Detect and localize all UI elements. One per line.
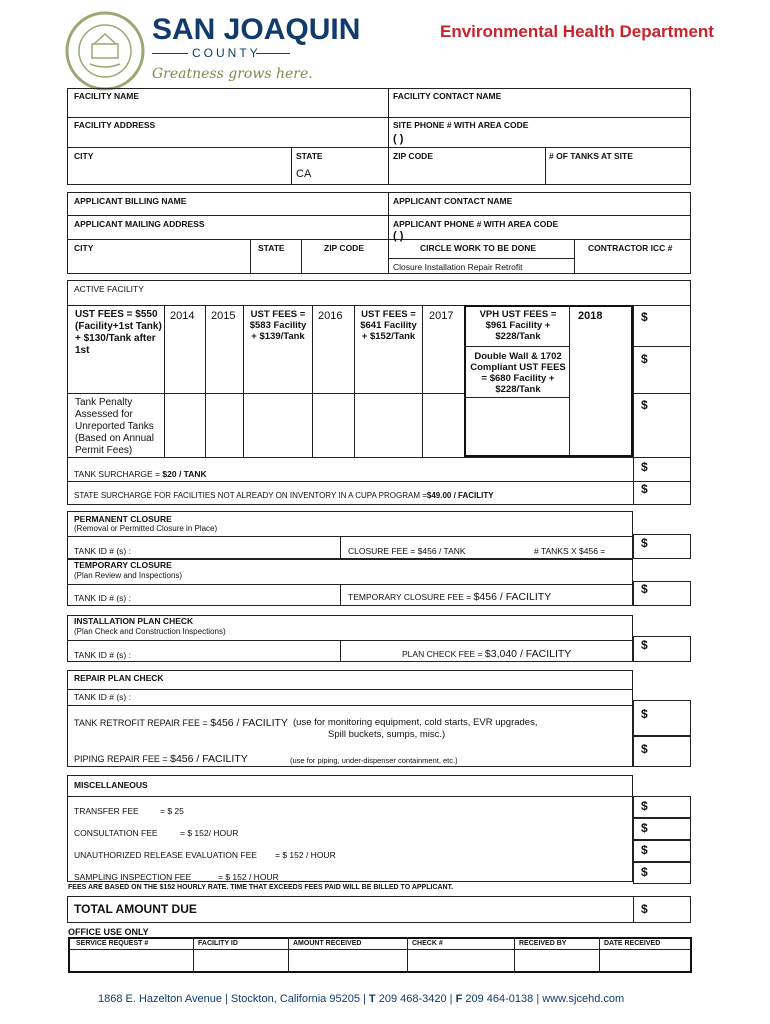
piping-note: (use for piping, under-dispenser containment, etc.) [290,756,458,765]
plan-check-fee-value: $3,040 / FACILITY [484,648,572,660]
closure-fee: CLOSURE FEE = $456 / TANK [348,546,466,556]
dollar-total[interactable]: $ [641,902,648,916]
facility-state-label: STATE [296,151,323,161]
dollar-unauthorized[interactable]: $ [641,843,648,857]
transfer-fee-label: TRANSFER FEE [74,806,139,816]
temporary-closure-fee-value: $456 / FACILITY [473,591,552,603]
unauthorized-release-value: = $ 152 / HOUR [275,850,336,860]
facility-name-label: FACILITY NAME [74,91,140,101]
footer-address: 1868 E. Hazelton Avenue | Stockton, California 95205 | [98,993,369,1005]
applicant-phone-paren[interactable]: ( ) [393,230,404,242]
plan-check-fee [402,649,571,659]
year-2014: 2014 [170,310,195,322]
logo-county: COUNTY [192,46,261,60]
facility-address-label: FACILITY ADDRESS [74,120,156,130]
dollar-consultation[interactable]: $ [641,821,648,835]
active-facility-title: ACTIVE FACILITY [74,284,144,294]
site-phone-label: SITE PHONE # WITH AREA CODE [393,120,529,130]
col-amount-received: AMOUNT RECEIVED [293,940,362,947]
temporary-closure-sub: (Plan Review and Inspections) [74,571,183,580]
year-2017: 2017 [429,310,454,322]
footer-f: F [455,993,463,1005]
facility-city-label: CITY [74,151,94,161]
col-date-received: DATE RECEIVED [604,940,661,947]
applicant-state-label: STATE [258,243,285,253]
year-2018: 2018 [578,310,603,322]
dollar-temporary-closure[interactable]: $ [641,582,648,596]
tank-penalty: Tank Penalty Assessed for Unreported Tanks (Based on Annual Permit Fees) [75,397,154,456]
temporary-tank-id[interactable]: TANK ID # (s) : [74,593,131,603]
total-amount-label: TOTAL AMOUNT DUE [74,902,197,916]
plan-check-fee-label: PLAN CHECK FEE = [402,649,485,659]
dollar-permanent-closure[interactable]: $ [641,536,648,550]
ust-fees-2017: UST FEES = $641 Facility + $152/Tank [360,309,417,342]
tank-retrofit-fee-label: TANK RETROFIT REPAIR FEE = [74,718,211,728]
col-received-by: RECEIVED BY [519,940,567,947]
col-check: CHECK # [412,940,443,947]
ust-fees-2014: UST FEES = $550 (Facility+1st Tank) + $130/Tank after 1st [75,309,162,356]
facility-block [67,88,691,185]
permanent-tank-id[interactable]: TANK ID # (s) : [74,546,131,556]
dollar-2018[interactable]: $ [641,310,648,324]
transfer-fee-value: = $ 25 [160,806,184,816]
tagline: Greatness grows here. [152,66,313,82]
logo-title: SAN JOAQUIN [152,13,361,46]
dollar-state-surcharge[interactable]: $ [641,482,648,496]
permanent-closure-title: PERMANENT CLOSURE [74,514,172,524]
dollar-transfer[interactable]: $ [641,799,648,813]
county-seal-icon [64,10,146,92]
sampling-fee-value: = $ 152 / HOUR [218,872,279,882]
work-options[interactable]: Closure Installation Repair Retrofit [393,262,523,272]
office-use-title: OFFICE USE ONLY [68,927,149,937]
piping-repair-fee [74,754,248,764]
permanent-closure-sub: (Removal or Permitted Closure in Place) [74,524,218,533]
tank-surcharge-label: TANK SURCHARGE = [74,469,163,479]
unauthorized-release-label: UNAUTHORIZED RELEASE EVALUATION FEE [74,850,257,860]
piping-repair-fee-value: $456 / FACILITY [170,753,248,765]
sampling-fee-label: SAMPLING INSPECTION FEE [74,872,192,882]
year-2016: 2016 [318,310,343,322]
retrofit-note-1: (use for monitoring equipment, cold starts, EVR upgrades, [293,717,538,728]
footer-fax: 209 464-0138 | www.sjcehd.com [462,993,625,1005]
department-title: Environmental Health Department [440,22,714,41]
dollar-installation[interactable]: $ [641,638,648,652]
piping-repair-fee-label: PIPING REPAIR FEE = [74,754,171,764]
tank-surcharge-value: $20 / TANK [162,469,207,479]
dollar-penalty[interactable]: $ [641,398,648,412]
col-facility-id: FACILITY ID [198,940,238,947]
applicant-city-label: CITY [74,243,94,253]
tanks-at-site-label: # OF TANKS AT SITE [549,151,633,161]
dollar-double-wall[interactable]: $ [641,352,648,366]
temporary-closure-title: TEMPORARY CLOSURE [74,560,172,570]
footer [98,993,624,1006]
misc-title: MISCELLANEOUS [74,780,148,790]
year-2015: 2015 [211,310,236,322]
retrofit-note-2: Spill buckets, sumps, misc.) [328,729,446,740]
dollar-tank-retrofit[interactable]: $ [641,707,648,721]
temporary-closure-fee-label: TEMPORARY CLOSURE FEE = [348,592,474,602]
facility-contact-label: FACILITY CONTACT NAME [393,91,502,101]
contractor-icc-label: CONTRACTOR ICC # [588,243,673,253]
temporary-closure-fee [348,592,551,602]
tank-retrofit-fee [74,718,288,728]
fees-note: FEES ARE BASED ON THE $152 HOURLY RATE. TIME THAT EXCEEDS FEES PAID WILL BE BILLED TO APPLICANT. [68,884,454,891]
tank-surcharge [74,469,207,479]
consultation-fee-label: CONSULTATION FEE [74,828,158,838]
applicant-zip-label: ZIP CODE [324,243,364,253]
facility-state-value[interactable]: CA [296,168,312,180]
consultation-fee-value: = $ 152/ HOUR [180,828,239,838]
circle-work-label: CIRCLE WORK TO BE DONE [420,243,537,253]
repair-title: REPAIR PLAN CHECK [74,673,164,683]
dollar-piping-repair[interactable]: $ [641,742,648,756]
ust-fees-2016: UST FEES = $583 Facility + $139/Tank [249,309,307,342]
tank-retrofit-fee-value: $456 / FACILITY [210,717,288,729]
state-surcharge-label: STATE SURCHARGE FOR FACILITIES NOT ALREADY ON INVENTORY IN A CUPA PROGRAM = [74,491,427,500]
installation-tank-id[interactable]: TANK ID # (s) : [74,650,131,660]
col-service-request: SERVICE REQUEST # [76,940,149,947]
state-surcharge [74,491,494,501]
installation-sub: (Plan Check and Construction Inspections) [74,627,226,636]
footer-tel: 209 468-3420 | [375,993,456,1005]
applicant-phone-label: APPLICANT PHONE # WITH AREA CODE [393,219,559,229]
facility-zip-label: ZIP CODE [393,151,433,161]
closure-calc: # TANKS X $456 = [534,546,606,556]
state-surcharge-value: $49.00 / FACILITY [426,491,494,500]
installation-title: INSTALLATION PLAN CHECK [74,616,194,626]
applicant-billing-label: APPLICANT BILLING NAME [74,196,187,206]
applicant-contact-label: APPLICANT CONTACT NAME [393,196,513,206]
applicant-mailing-label: APPLICANT MAILING ADDRESS [74,219,205,229]
vph-ust-fees: VPH UST FEES = $961 Facility + $228/Tank [479,309,557,342]
repair-tank-id[interactable]: TANK ID # (s) : [74,692,131,702]
dollar-tank-surcharge[interactable]: $ [641,460,648,474]
footer-t: T [368,993,376,1005]
site-phone-paren[interactable]: ( ) [393,133,404,145]
double-wall-fees: Double Wall & 1702 Compliant UST FEES = $680 Facility + $228/Tank [470,351,566,395]
dollar-sampling[interactable]: $ [641,865,648,879]
